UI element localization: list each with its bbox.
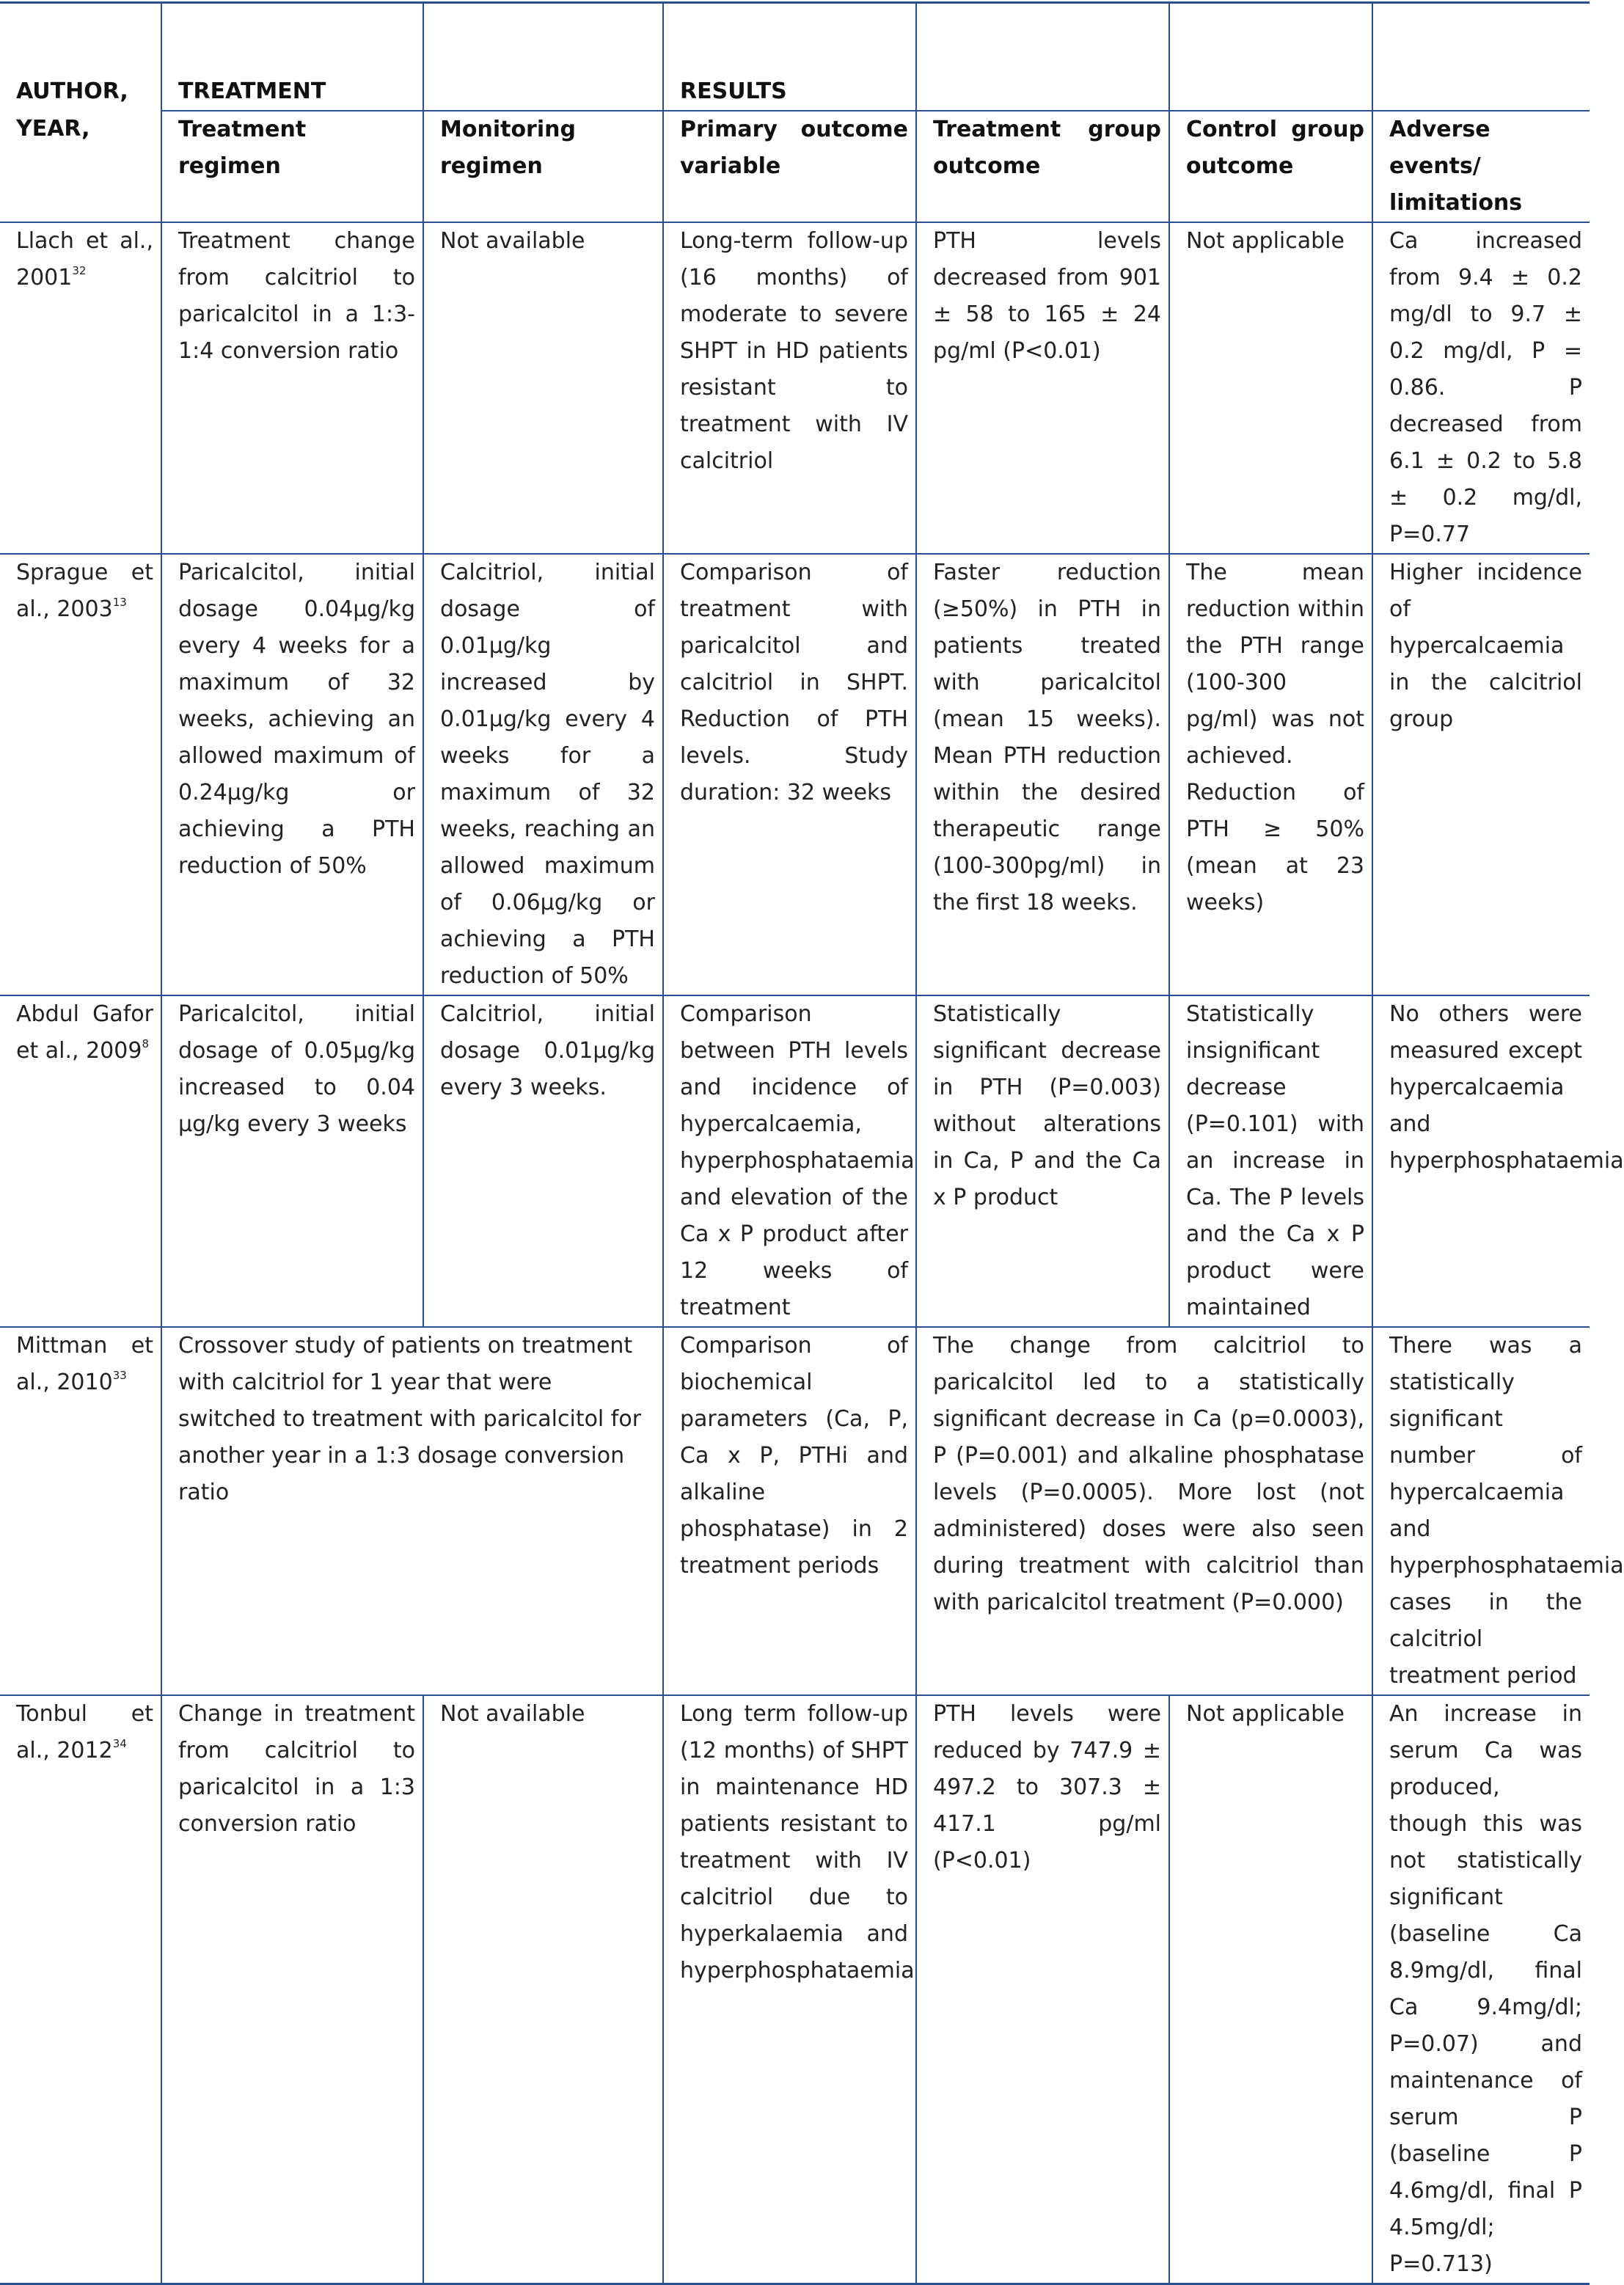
treatment-outcome-cell: PTH levels were reduced by 747.9 ± 497.2 to 307.3 ± 417.1 pg/ml (P<0.01)	[916, 1695, 1169, 2284]
treatment-outcome-cell: Faster reduction (≥50%) in PTH in patients treated with paricalcitol (mean 15 weeks). Mean PTH reduction within the desired therapeutic range (100-300pg/ml) in the first 18 weeks.	[916, 554, 1169, 995]
header-adverse-events: Adverse events/ limitations	[1372, 111, 1590, 222]
control-outcome-cell: Not applicable	[1169, 222, 1372, 554]
header-row-columns	[0, 111, 1590, 222]
treatment-outcome-cell: Statistically significant decrease in PTH (P=0.003) without alterations in Ca, P and the Ca x P product	[916, 995, 1169, 1327]
author-cell: Tonbul et al., 2012$^{34}$	[0, 1695, 161, 2284]
header-treatment-regimen: Treatment regimen	[161, 111, 423, 222]
treatment-outcome-cell: The change from calcitriol to paricalcitol led to a statistically significant decrease in Ca (p=0.0003), P (P=0.001) and alkaline phosphatase levels (P=0.0005). More lost (not administered) doses were also seen during treatment with calcitriol than with paricalcitol treatment (P=0.000)	[916, 1327, 1372, 1695]
author-cell: Llach et al., 2001$^{32}$	[0, 222, 161, 554]
treatment-outcome-cell: PTH levels decreased from 901 ± 58 to 165 ± 24 pg/ml (P<0.01)	[916, 222, 1169, 554]
header-treatment-outcome: Treatment group outcome	[916, 111, 1169, 222]
primary-outcome-cell: Comparison of treatment with paricalcitol and calcitriol in SHPT. Reduction of PTH levels. Study duration: 32 weeks	[663, 554, 916, 995]
monitoring-regimen-cell: Calcitriol, initial dosage 0.01µg/kg every 3 weeks.	[423, 995, 663, 1327]
monitoring-regimen-cell: Calcitriol, initial dosage of 0.01µg/kg increased by 0.01µg/kg every 4 weeks for a maximum of 32 weeks, reaching an allowed maximum of 0.06µg/kg or achieving a PTH reduction of 50%	[423, 554, 663, 995]
header-results-group: RESULTS	[663, 73, 916, 111]
table-row	[0, 1327, 1590, 1695]
table-row	[0, 554, 1590, 995]
adverse-events-cell: Ca increased from 9.4 ± 0.2 mg/dl to 9.7 ± 0.2 mg/dl, P = 0.86. P decreased from 6.1 ± 0.2 to 5.8 ± 0.2 mg/dl, P=0.77	[1372, 222, 1590, 554]
spacer-row	[0, 3, 1590, 73]
header-primary-outcome: Primary outcome variable	[663, 111, 916, 222]
primary-outcome-cell: Comparison of biochemical parameters (Ca, P, Ca x P, PTHi and alkaline phosphatase) in 2 treatment periods	[663, 1327, 916, 1695]
adverse-events-cell: Higher incidence of hypercalcaemia in the calcitriol group	[1372, 554, 1590, 995]
table-row	[0, 1695, 1590, 2284]
header-control-outcome: Control group outcome	[1169, 111, 1372, 222]
control-outcome-cell: Not applicable	[1169, 1695, 1372, 2284]
control-outcome-cell: Statistically insignificant decrease (P=0.101) with an increase in Ca. The P levels and the Ca x P product were maintained	[1169, 995, 1372, 1327]
primary-outcome-cell: Long-term follow-up (16 months) of moderate to severe SHPT in HD patients resistant to treatment with IV calcitriol	[663, 222, 916, 554]
table-row	[0, 995, 1590, 1327]
header-monitoring-regimen: Monitoring regimen	[423, 111, 663, 222]
primary-outcome-cell: Long term follow-up (12 months) of SHPT in maintenance HD patients resistant to treatment with IV calcitriol due to hyperkalaemia and hyperphosphataemia	[663, 1695, 916, 2284]
control-outcome-cell: The mean reduction within the PTH range (100-300 pg/ml) was not achieved. Reduction of PTH ≥ 50% (mean at 23 weeks)	[1169, 554, 1372, 995]
treatment-regimen-cell: Treatment change from calcitriol to paricalcitol in a 1:3-1:4 conversion ratio	[161, 222, 423, 554]
primary-outcome-cell: Comparison between PTH levels and incidence of hypercalcaemia, hyperphosphataemia and elevation of the Ca x P product after 12 weeks of treatment	[663, 995, 916, 1327]
header-author: AUTHOR,	[16, 78, 128, 104]
header-treatment-group: TREATMENT	[161, 73, 423, 111]
adverse-events-cell: There was a statistically significant number of hypercalcaemia and hyperphosphataemia cases in the calcitriol treatment period	[1372, 1327, 1590, 1695]
monitoring-regimen-cell: Not available	[423, 1695, 663, 2284]
treatment-regimen-cell: Change in treatment from calcitriol to paricalcitol in a 1:3 conversion ratio	[161, 1695, 423, 2284]
monitoring-regimen-cell: Not available	[423, 222, 663, 554]
author-cell: Mittman et al., 2010$^{33}$	[0, 1327, 161, 1695]
author-cell: Abdul Gafor et al., 2009$^8$	[0, 995, 161, 1327]
treatment-regimen-cell: Paricalcitol, initial dosage 0.04µg/kg every 4 weeks for a maximum of 32 weeks, achieving an allowed maximum of 0.24µg/kg or achieving a PTH reduction of 50%	[161, 554, 423, 995]
adverse-events-cell: No others were measured except hypercalcaemia and hyperphosphataemia	[1372, 995, 1590, 1327]
adverse-events-cell: An increase in serum Ca was produced, though this was not statistically significant (baseline Ca 8.9mg/dl, final Ca 9.4mg/dl; P=0.07) and maintenance of serum P (baseline P 4.6mg/dl, final P 4.5mg/dl; P=0.713)	[1372, 1695, 1590, 2284]
treatment-regimen-cell: Crossover study of patients on treatment with calcitriol for 1 year that were switched to treatment with paricalcitol for another year in a 1:3 dosage conversion ratio	[161, 1327, 663, 1695]
author-cell: Sprague et al., 2003$^{13}$	[0, 554, 161, 995]
header-row-groups	[0, 73, 1590, 111]
results-table	[0, 3, 1624, 2285]
treatment-regimen-cell: Paricalcitol, initial dosage of 0.05µg/kg increased to 0.04 µg/kg every 3 weeks	[161, 995, 423, 1327]
header-year: YEAR,	[16, 116, 90, 142]
table-row	[0, 222, 1590, 554]
